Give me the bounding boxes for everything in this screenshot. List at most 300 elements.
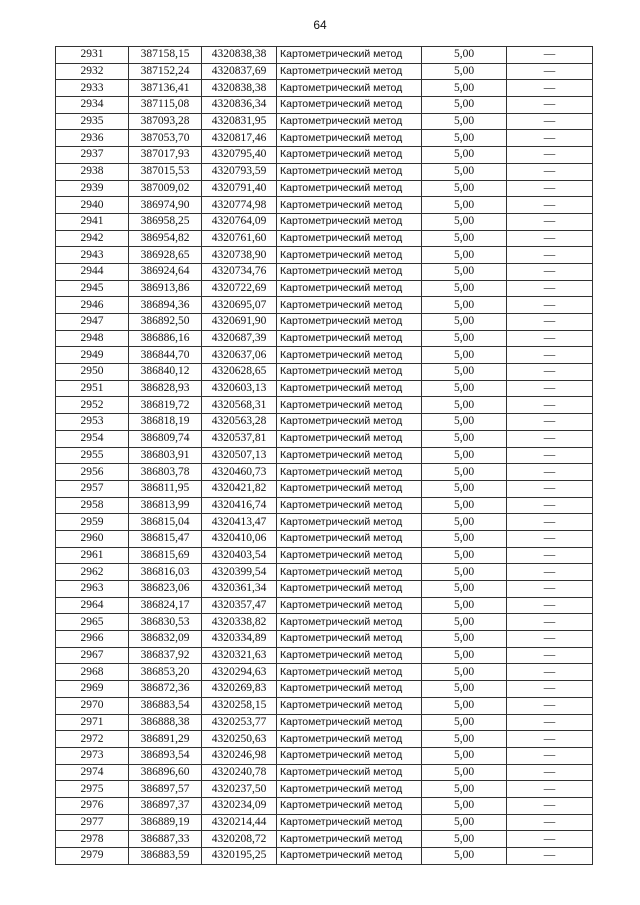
- table-row: [56, 664, 593, 681]
- method-cell: Картометрический метод: [277, 664, 422, 681]
- note-cell: —: [507, 197, 593, 214]
- point-number-cell: 2951: [56, 380, 129, 397]
- table-row: [56, 47, 593, 64]
- note-cell: —: [507, 113, 593, 130]
- note-cell: —: [507, 530, 593, 547]
- note-cell: —: [507, 414, 593, 431]
- note-cell: —: [507, 664, 593, 681]
- point-number-cell: 2943: [56, 247, 129, 264]
- accuracy-cell: 5,00: [422, 197, 507, 214]
- table-row: [56, 514, 593, 531]
- x-coordinate-cell: 386813,99: [129, 497, 202, 514]
- table-row: [56, 297, 593, 314]
- note-cell: —: [507, 614, 593, 631]
- table-row: [56, 797, 593, 814]
- note-cell: —: [507, 814, 593, 831]
- y-coordinate-cell: 4320603,13: [202, 380, 277, 397]
- table-row: [56, 147, 593, 164]
- table-row: [56, 497, 593, 514]
- point-number-cell: 2941: [56, 213, 129, 230]
- note-cell: —: [507, 213, 593, 230]
- method-cell: Картометрический метод: [277, 263, 422, 280]
- table-row: [56, 714, 593, 731]
- y-coordinate-cell: 4320269,83: [202, 681, 277, 698]
- x-coordinate-cell: 386974,90: [129, 197, 202, 214]
- note-cell: —: [507, 180, 593, 197]
- note-cell: —: [507, 330, 593, 347]
- note-cell: —: [507, 480, 593, 497]
- point-number-cell: 2966: [56, 631, 129, 648]
- point-number-cell: 2965: [56, 614, 129, 631]
- y-coordinate-cell: 4320214,44: [202, 814, 277, 831]
- point-number-cell: 2947: [56, 314, 129, 331]
- y-coordinate-cell: 4320416,74: [202, 497, 277, 514]
- x-coordinate-cell: 386844,70: [129, 347, 202, 364]
- coordinates-table: [55, 46, 593, 865]
- point-number-cell: 2961: [56, 547, 129, 564]
- method-cell: Картометрический метод: [277, 297, 422, 314]
- method-cell: Картометрический метод: [277, 147, 422, 164]
- note-cell: —: [507, 163, 593, 180]
- table-row: [56, 631, 593, 648]
- note-cell: —: [507, 364, 593, 381]
- y-coordinate-cell: 4320568,31: [202, 397, 277, 414]
- method-cell: Картометрический метод: [277, 80, 422, 97]
- accuracy-cell: 5,00: [422, 514, 507, 531]
- x-coordinate-cell: 386958,25: [129, 213, 202, 230]
- method-cell: Картометрический метод: [277, 647, 422, 664]
- point-number-cell: 2959: [56, 514, 129, 531]
- note-cell: —: [507, 764, 593, 781]
- note-cell: —: [507, 63, 593, 80]
- point-number-cell: 2938: [56, 163, 129, 180]
- note-cell: —: [507, 47, 593, 64]
- x-coordinate-cell: 386816,03: [129, 564, 202, 581]
- method-cell: Картометрический метод: [277, 731, 422, 748]
- accuracy-cell: 5,00: [422, 280, 507, 297]
- note-cell: —: [507, 297, 593, 314]
- table-row: [56, 697, 593, 714]
- x-coordinate-cell: 386924,64: [129, 263, 202, 280]
- y-coordinate-cell: 4320250,63: [202, 731, 277, 748]
- accuracy-cell: 5,00: [422, 330, 507, 347]
- accuracy-cell: 5,00: [422, 647, 507, 664]
- y-coordinate-cell: 4320637,06: [202, 347, 277, 364]
- point-number-cell: 2933: [56, 80, 129, 97]
- point-number-cell: 2932: [56, 63, 129, 80]
- method-cell: Картометрический метод: [277, 797, 422, 814]
- table-row: [56, 581, 593, 598]
- point-number-cell: 2968: [56, 664, 129, 681]
- note-cell: —: [507, 147, 593, 164]
- x-coordinate-cell: 386828,93: [129, 380, 202, 397]
- method-cell: Картометрический метод: [277, 364, 422, 381]
- y-coordinate-cell: 4320334,89: [202, 631, 277, 648]
- y-coordinate-cell: 4320838,38: [202, 80, 277, 97]
- x-coordinate-cell: 387017,93: [129, 147, 202, 164]
- accuracy-cell: 5,00: [422, 63, 507, 80]
- method-cell: Картометрический метод: [277, 280, 422, 297]
- y-coordinate-cell: 4320838,38: [202, 47, 277, 64]
- x-coordinate-cell: 386837,92: [129, 647, 202, 664]
- table-row: [56, 280, 593, 297]
- method-cell: Картометрический метод: [277, 681, 422, 698]
- y-coordinate-cell: 4320413,47: [202, 514, 277, 531]
- accuracy-cell: 5,00: [422, 130, 507, 147]
- method-cell: Картометрический метод: [277, 714, 422, 731]
- method-cell: Картометрический метод: [277, 63, 422, 80]
- method-cell: Картометрический метод: [277, 564, 422, 581]
- y-coordinate-cell: 4320563,28: [202, 414, 277, 431]
- y-coordinate-cell: 4320237,50: [202, 781, 277, 798]
- method-cell: Картометрический метод: [277, 180, 422, 197]
- point-number-cell: 2936: [56, 130, 129, 147]
- note-cell: —: [507, 547, 593, 564]
- note-cell: —: [507, 80, 593, 97]
- table-row: [56, 380, 593, 397]
- x-coordinate-cell: 386883,54: [129, 697, 202, 714]
- point-number-cell: 2958: [56, 497, 129, 514]
- point-number-cell: 2939: [56, 180, 129, 197]
- point-number-cell: 2937: [56, 147, 129, 164]
- method-cell: Картометрический метод: [277, 814, 422, 831]
- accuracy-cell: 5,00: [422, 480, 507, 497]
- y-coordinate-cell: 4320791,40: [202, 180, 277, 197]
- table-row: [56, 113, 593, 130]
- page-number: 64: [313, 18, 327, 32]
- x-coordinate-cell: 387115,08: [129, 97, 202, 114]
- note-cell: —: [507, 681, 593, 698]
- y-coordinate-cell: 4320793,59: [202, 163, 277, 180]
- x-coordinate-cell: 386887,33: [129, 831, 202, 848]
- accuracy-cell: 5,00: [422, 113, 507, 130]
- accuracy-cell: 5,00: [422, 597, 507, 614]
- table-row: [56, 831, 593, 848]
- y-coordinate-cell: 4320774,98: [202, 197, 277, 214]
- method-cell: Картометрический метод: [277, 764, 422, 781]
- accuracy-cell: 5,00: [422, 764, 507, 781]
- point-number-cell: 2969: [56, 681, 129, 698]
- x-coordinate-cell: 386840,12: [129, 364, 202, 381]
- x-coordinate-cell: 386954,82: [129, 230, 202, 247]
- y-coordinate-cell: 4320734,76: [202, 263, 277, 280]
- table-row: [56, 480, 593, 497]
- accuracy-cell: 5,00: [422, 147, 507, 164]
- method-cell: Картометрический метод: [277, 247, 422, 264]
- method-cell: Картометрический метод: [277, 464, 422, 481]
- y-coordinate-cell: 4320764,09: [202, 213, 277, 230]
- table-row: [56, 130, 593, 147]
- note-cell: —: [507, 797, 593, 814]
- accuracy-cell: 5,00: [422, 464, 507, 481]
- note-cell: —: [507, 464, 593, 481]
- accuracy-cell: 5,00: [422, 814, 507, 831]
- x-coordinate-cell: 386803,78: [129, 464, 202, 481]
- method-cell: Картометрический метод: [277, 163, 422, 180]
- x-coordinate-cell: 386893,54: [129, 747, 202, 764]
- table-row: [56, 764, 593, 781]
- x-coordinate-cell: 386818,19: [129, 414, 202, 431]
- accuracy-cell: 5,00: [422, 314, 507, 331]
- table-row: [56, 447, 593, 464]
- point-number-cell: 2954: [56, 430, 129, 447]
- accuracy-cell: 5,00: [422, 564, 507, 581]
- accuracy-cell: 5,00: [422, 180, 507, 197]
- table-row: [56, 647, 593, 664]
- y-coordinate-cell: 4320246,98: [202, 747, 277, 764]
- accuracy-cell: 5,00: [422, 848, 507, 865]
- point-number-cell: 2950: [56, 364, 129, 381]
- point-number-cell: 2957: [56, 480, 129, 497]
- note-cell: —: [507, 514, 593, 531]
- note-cell: —: [507, 430, 593, 447]
- method-cell: Картометрический метод: [277, 447, 422, 464]
- table-row: [56, 330, 593, 347]
- method-cell: Картометрический метод: [277, 130, 422, 147]
- note-cell: —: [507, 263, 593, 280]
- note-cell: —: [507, 564, 593, 581]
- note-cell: —: [507, 97, 593, 114]
- x-coordinate-cell: 386896,60: [129, 764, 202, 781]
- x-coordinate-cell: 386872,36: [129, 681, 202, 698]
- accuracy-cell: 5,00: [422, 230, 507, 247]
- table-row: [56, 430, 593, 447]
- table-row: [56, 547, 593, 564]
- y-coordinate-cell: 4320338,82: [202, 614, 277, 631]
- x-coordinate-cell: 386913,86: [129, 280, 202, 297]
- accuracy-cell: 5,00: [422, 97, 507, 114]
- point-number-cell: 2940: [56, 197, 129, 214]
- y-coordinate-cell: 4320831,95: [202, 113, 277, 130]
- table-row: [56, 197, 593, 214]
- point-number-cell: 2953: [56, 414, 129, 431]
- table-row: [56, 263, 593, 280]
- point-number-cell: 2971: [56, 714, 129, 731]
- accuracy-cell: 5,00: [422, 447, 507, 464]
- note-cell: —: [507, 130, 593, 147]
- point-number-cell: 2962: [56, 564, 129, 581]
- note-cell: —: [507, 581, 593, 598]
- point-number-cell: 2934: [56, 97, 129, 114]
- table-row: [56, 597, 593, 614]
- x-coordinate-cell: 387158,15: [129, 47, 202, 64]
- accuracy-cell: 5,00: [422, 497, 507, 514]
- method-cell: Картометрический метод: [277, 397, 422, 414]
- x-coordinate-cell: 387136,41: [129, 80, 202, 97]
- x-coordinate-cell: 387093,28: [129, 113, 202, 130]
- table-row: [56, 347, 593, 364]
- y-coordinate-cell: 4320321,63: [202, 647, 277, 664]
- method-cell: Картометрический метод: [277, 314, 422, 331]
- table-row: [56, 781, 593, 798]
- method-cell: Картометрический метод: [277, 97, 422, 114]
- y-coordinate-cell: 4320460,73: [202, 464, 277, 481]
- x-coordinate-cell: 386886,16: [129, 330, 202, 347]
- note-cell: —: [507, 247, 593, 264]
- note-cell: —: [507, 831, 593, 848]
- y-coordinate-cell: 4320253,77: [202, 714, 277, 731]
- y-coordinate-cell: 4320195,25: [202, 848, 277, 865]
- method-cell: Картометрический метод: [277, 414, 422, 431]
- method-cell: Картометрический метод: [277, 113, 422, 130]
- accuracy-cell: 5,00: [422, 430, 507, 447]
- method-cell: Картометрический метод: [277, 581, 422, 598]
- method-cell: Картометрический метод: [277, 530, 422, 547]
- x-coordinate-cell: 386811,95: [129, 480, 202, 497]
- x-coordinate-cell: 386830,53: [129, 614, 202, 631]
- table-row: [56, 247, 593, 264]
- x-coordinate-cell: 386832,09: [129, 631, 202, 648]
- method-cell: Картометрический метод: [277, 597, 422, 614]
- table-row: [56, 681, 593, 698]
- coordinates-table-body: [56, 47, 593, 865]
- accuracy-cell: 5,00: [422, 163, 507, 180]
- method-cell: Картометрический метод: [277, 614, 422, 631]
- accuracy-cell: 5,00: [422, 747, 507, 764]
- y-coordinate-cell: 4320628,65: [202, 364, 277, 381]
- note-cell: —: [507, 781, 593, 798]
- accuracy-cell: 5,00: [422, 347, 507, 364]
- y-coordinate-cell: 4320722,69: [202, 280, 277, 297]
- point-number-cell: 2973: [56, 747, 129, 764]
- accuracy-cell: 5,00: [422, 80, 507, 97]
- method-cell: Картометрический метод: [277, 848, 422, 865]
- table-row: [56, 80, 593, 97]
- point-number-cell: 2979: [56, 848, 129, 865]
- point-number-cell: 2970: [56, 697, 129, 714]
- point-number-cell: 2949: [56, 347, 129, 364]
- point-number-cell: 2977: [56, 814, 129, 831]
- table-row: [56, 314, 593, 331]
- point-number-cell: 2952: [56, 397, 129, 414]
- table-row: [56, 731, 593, 748]
- point-number-cell: 2972: [56, 731, 129, 748]
- method-cell: Картометрический метод: [277, 747, 422, 764]
- method-cell: Картометрический метод: [277, 480, 422, 497]
- x-coordinate-cell: 386894,36: [129, 297, 202, 314]
- table-row: [56, 848, 593, 865]
- x-coordinate-cell: 386823,06: [129, 581, 202, 598]
- point-number-cell: 2964: [56, 597, 129, 614]
- table-row: [56, 163, 593, 180]
- note-cell: —: [507, 380, 593, 397]
- note-cell: —: [507, 397, 593, 414]
- accuracy-cell: 5,00: [422, 247, 507, 264]
- accuracy-cell: 5,00: [422, 614, 507, 631]
- y-coordinate-cell: 4320795,40: [202, 147, 277, 164]
- table-row: [56, 213, 593, 230]
- note-cell: —: [507, 631, 593, 648]
- x-coordinate-cell: 387009,02: [129, 180, 202, 197]
- table-row: [56, 414, 593, 431]
- accuracy-cell: 5,00: [422, 581, 507, 598]
- table-row: [56, 530, 593, 547]
- note-cell: —: [507, 697, 593, 714]
- accuracy-cell: 5,00: [422, 731, 507, 748]
- accuracy-cell: 5,00: [422, 547, 507, 564]
- method-cell: Картометрический метод: [277, 47, 422, 64]
- x-coordinate-cell: 386853,20: [129, 664, 202, 681]
- note-cell: —: [507, 314, 593, 331]
- y-coordinate-cell: 4320695,07: [202, 297, 277, 314]
- y-coordinate-cell: 4320208,72: [202, 831, 277, 848]
- table-row: [56, 747, 593, 764]
- x-coordinate-cell: 387053,70: [129, 130, 202, 147]
- x-coordinate-cell: 386897,57: [129, 781, 202, 798]
- x-coordinate-cell: 386883,59: [129, 848, 202, 865]
- y-coordinate-cell: 4320234,09: [202, 797, 277, 814]
- method-cell: Картометрический метод: [277, 547, 422, 564]
- point-number-cell: 2931: [56, 47, 129, 64]
- accuracy-cell: 5,00: [422, 697, 507, 714]
- y-coordinate-cell: 4320258,15: [202, 697, 277, 714]
- method-cell: Картометрический метод: [277, 497, 422, 514]
- y-coordinate-cell: 4320240,78: [202, 764, 277, 781]
- method-cell: Картометрический метод: [277, 514, 422, 531]
- y-coordinate-cell: 4320738,90: [202, 247, 277, 264]
- method-cell: Картометрический метод: [277, 213, 422, 230]
- x-coordinate-cell: 386897,37: [129, 797, 202, 814]
- table-row: [56, 464, 593, 481]
- table-row: [56, 614, 593, 631]
- accuracy-cell: 5,00: [422, 831, 507, 848]
- point-number-cell: 2967: [56, 647, 129, 664]
- y-coordinate-cell: 4320410,06: [202, 530, 277, 547]
- method-cell: Картометрический метод: [277, 230, 422, 247]
- table-row: [56, 230, 593, 247]
- accuracy-cell: 5,00: [422, 380, 507, 397]
- point-number-cell: 2946: [56, 297, 129, 314]
- y-coordinate-cell: 4320361,34: [202, 581, 277, 598]
- note-cell: —: [507, 597, 593, 614]
- y-coordinate-cell: 4320761,60: [202, 230, 277, 247]
- point-number-cell: 2975: [56, 781, 129, 798]
- accuracy-cell: 5,00: [422, 797, 507, 814]
- method-cell: Картометрический метод: [277, 697, 422, 714]
- point-number-cell: 2976: [56, 797, 129, 814]
- point-number-cell: 2935: [56, 113, 129, 130]
- y-coordinate-cell: 4320399,54: [202, 564, 277, 581]
- y-coordinate-cell: 4320817,46: [202, 130, 277, 147]
- x-coordinate-cell: 387152,24: [129, 63, 202, 80]
- note-cell: —: [507, 731, 593, 748]
- point-number-cell: 2955: [56, 447, 129, 464]
- x-coordinate-cell: 387015,53: [129, 163, 202, 180]
- table-row: [56, 814, 593, 831]
- method-cell: Картометрический метод: [277, 347, 422, 364]
- table-row: [56, 63, 593, 80]
- method-cell: Картометрический метод: [277, 330, 422, 347]
- x-coordinate-cell: 386824,17: [129, 597, 202, 614]
- accuracy-cell: 5,00: [422, 297, 507, 314]
- note-cell: —: [507, 848, 593, 865]
- method-cell: Картометрический метод: [277, 197, 422, 214]
- x-coordinate-cell: 386815,04: [129, 514, 202, 531]
- table-row: [56, 397, 593, 414]
- note-cell: —: [507, 447, 593, 464]
- x-coordinate-cell: 386928,65: [129, 247, 202, 264]
- x-coordinate-cell: 386888,38: [129, 714, 202, 731]
- x-coordinate-cell: 386815,47: [129, 530, 202, 547]
- table-row: [56, 180, 593, 197]
- point-number-cell: 2942: [56, 230, 129, 247]
- note-cell: —: [507, 280, 593, 297]
- method-cell: Картометрический метод: [277, 631, 422, 648]
- point-number-cell: 2963: [56, 581, 129, 598]
- y-coordinate-cell: 4320294,63: [202, 664, 277, 681]
- x-coordinate-cell: 386815,69: [129, 547, 202, 564]
- note-cell: —: [507, 347, 593, 364]
